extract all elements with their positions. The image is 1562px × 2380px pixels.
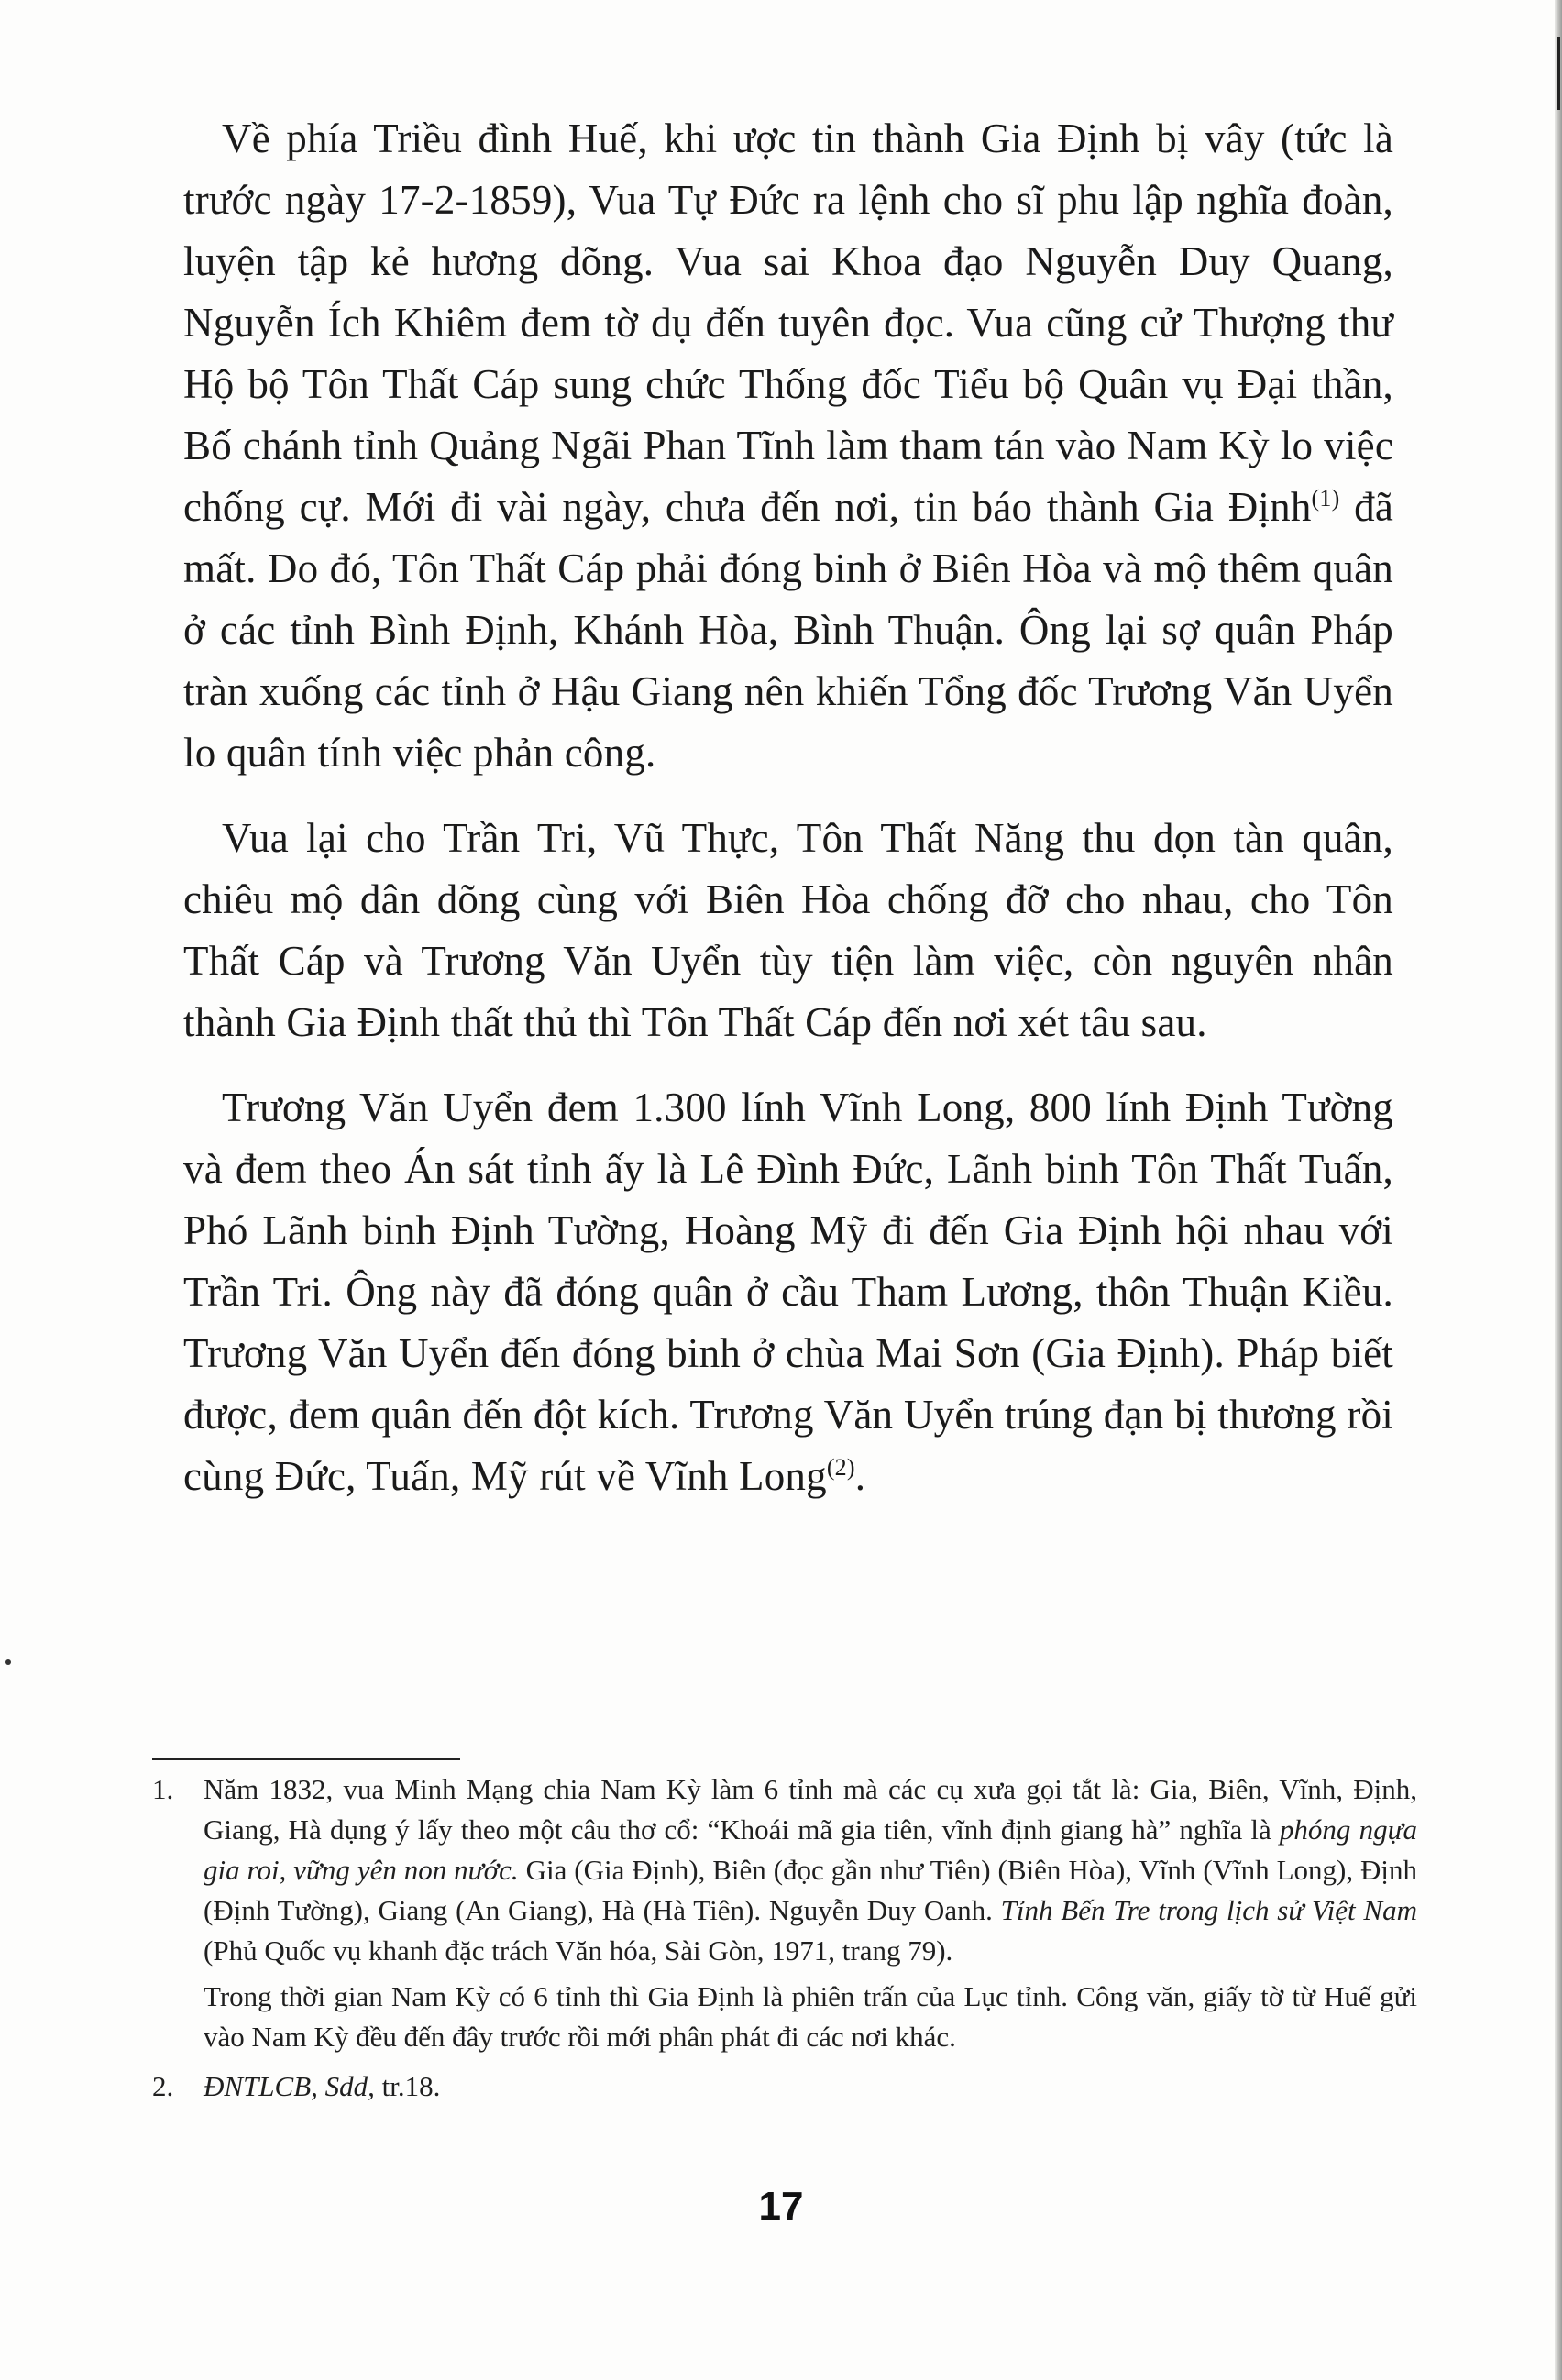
paragraph-2-text: Vua lại cho Trần Tri, Vũ Thực, Tôn Thất Năng thu dọn tàn quân, chiêu mộ dân dõng cùng với Biên Hòa chống đỡ cho nhau, cho Tôn Thất Cáp và Trương Văn Uyển tùy tiện làm việc, còn nguyên nhân thành Gia Định thất thủ thì Tôn Thất Cáp đến nơi xét tâu sau. — [183, 815, 1393, 1045]
page-edge-shadow — [1555, 0, 1562, 2380]
paragraph-3 — [183, 1077, 1393, 1507]
footnote-1-part1: Năm 1832, vua Minh Mạng chia Nam Kỳ làm 6 tỉnh mà các cụ xưa gọi tắt là: Gia, Biên, Vĩnh, Định, Giang, Hà dụng ý lấy theo một câu thơ cổ: “Khoái mã gia tiên, vĩnh định giang hà” nghĩa là — [204, 1773, 1417, 1846]
footnote-1-continuation: Trong thời gian Nam Kỳ có 6 tỉnh thì Gia Định là phiên trấn của Lục tỉnh. Công văn, giấy tờ từ Huế gửi vào Nam Kỳ đều đến đây trước rồi mới phân phát đi các nơi khác. — [204, 1980, 1417, 2053]
footnote-1-part3: (Phủ Quốc vụ khanh đặc trách Văn hóa, Sài Gòn, 1971, trang 79). — [204, 1934, 953, 1967]
footnotes — [152, 1769, 1417, 2107]
footnote-2-source: ĐNTLCB, Sdd, — [204, 2070, 375, 2102]
paragraph-2 — [183, 808, 1393, 1053]
footnote-2-number: 2. — [152, 2070, 174, 2102]
footnote-1-book-title: Tỉnh Bến Tre trong lịch sử Việt Nam — [1000, 1894, 1417, 1926]
paragraph-1-text: Về phía Triều đình Huế, khi ược tin thành Gia Định bị vây (tức là trước ngày 17-2-1859), Vua Tự Đức ra lệnh cho sĩ phu lập nghĩa đoàn, luyện tập kẻ hương dõng. Vua sai Khoa đạo Nguyễn Duy Quang, Nguyễn Ích Khiêm đem tờ dụ đến tuyên đọc. Vua cũng cử Thượng thư Hộ bộ Tôn Thất Cáp sung chức Thống đốc Tiểu bộ Quân vụ Đại thần, Bố chánh tỉnh Quảng Ngãi Phan Tĩnh làm tham tán vào Nam Kỳ lo việc chống cự. Mới đi vài ngày, chưa đến nơi, tin báo thành Gia Định — [183, 116, 1393, 530]
paragraph-1-tail: đã mất. Do đó, Tôn Thất Cáp phải đóng binh ở Biên Hòa và mộ thêm quân ở các tỉnh Bình Định, Khánh Hòa, Bình Thuận. Ông lại sợ quân Pháp tràn xuống các tỉnh ở Hậu Giang nên khiến Tổng đốc Trương Văn Uyển lo quân tính việc phản công. — [183, 484, 1394, 776]
page-number: 17 — [758, 2184, 804, 2229]
paragraph-1 — [183, 108, 1393, 784]
scan-speck — [6, 1659, 11, 1665]
paragraph-3-tail: . — [854, 1453, 866, 1499]
footnote-1-number: 1. — [152, 1773, 174, 1805]
body-text — [183, 108, 1393, 1531]
footnote-1 — [152, 1769, 1417, 1971]
page-edge-mark — [1557, 37, 1560, 110]
footnote-ref-1: (1) — [1311, 485, 1340, 512]
footnote-ref-2: (2) — [826, 1454, 855, 1481]
footnote-1-part2: Gia (Gia Định), Biên (đọc gần như Tiên) (Biên Hòa), Vĩnh (Vĩnh Long), Định (Định Tường), Giang (An Giang), Hà (Hà Tiên). Nguyễn Duy Oanh. — [204, 1854, 1418, 1926]
footnote-1-italic1: phóng ngựa gia roi, vững yên non nước. — [204, 1813, 1417, 1886]
footnote-separator — [152, 1758, 460, 1760]
footnote-2-page: tr.18. — [374, 2070, 441, 2102]
footnote-2 — [152, 2066, 1417, 2107]
paragraph-3-text: Trương Văn Uyển đem 1.300 lính Vĩnh Long, 800 lính Định Tường và đem theo Án sát tỉnh ấy là Lê Đình Đức, Lãnh binh Tôn Thất Tuấn, Phó Lãnh binh Định Tường, Hoàng Mỹ đi đến Gia Định hội nhau với Trần Tri. Ông này đã đóng quân ở cầu Tham Lương, thôn Thuận Kiều. Trương Văn Uyển đến đóng binh ở chùa Mai Sơn (Gia Định). Pháp biết được, đem quân đến đột kích. Trương Văn Uyển trúng đạn bị thương rồi cùng Đức, Tuấn, Mỹ rút về Vĩnh Long — [183, 1085, 1393, 1499]
